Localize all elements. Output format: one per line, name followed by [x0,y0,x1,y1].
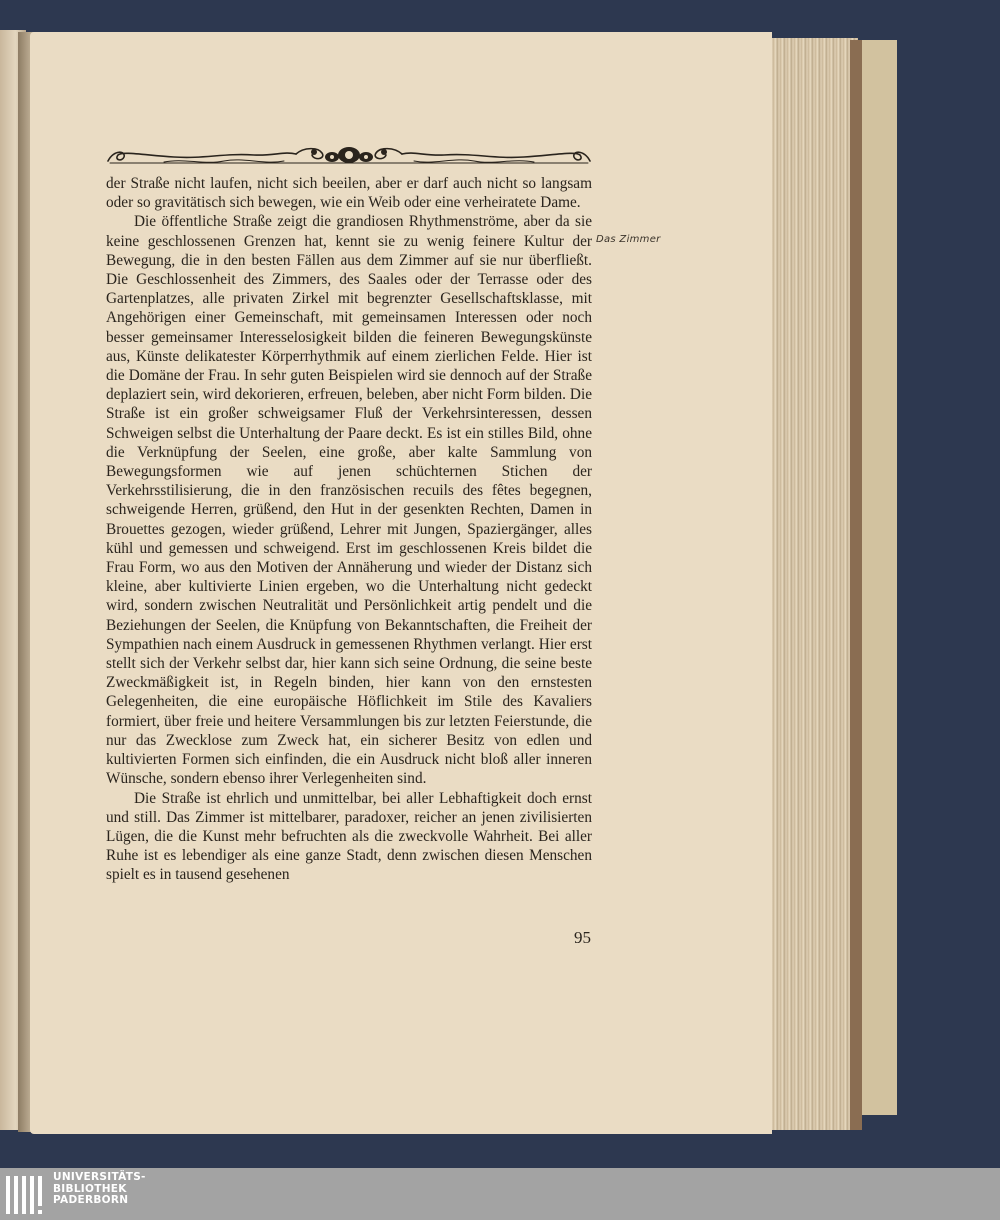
logo-line: BIBLIOTHEK [53,1182,127,1195]
logo-line: UNIVERSITÄTS- [53,1171,146,1183]
body-text [106,174,592,885]
library-logo-text [53,1172,146,1207]
page-edges-shadow [850,40,862,1130]
library-footer-bar [0,1168,1000,1220]
paragraph-strasse-zimmer: Die öffentliche Straße zeigt die grandiosen Rhythmenströme, aber da sie keine geschlossenen Grenzen hat, kennt sie zu wenig feinere Kultur der Bewegung, die in den besten Fällen aus dem Zimmer auf sie nur überfließt. Die Geschlossenheit des Zimmers, des Saales oder der Terrasse oder des Gartenplatzes, alle privaten Zirkel mit begrenzter Gesellschaftsklasse, mit Angehörigen einer Gemeinschaft, mit gemeinsamen Interessen oder noch besser gemeinsamer Interesselosigkeit bilden die feineren Bewegungskünste aus, Künste delikatester Körperrhythmik auf einem zierlichen Felde. Hier ist die Domäne der Frau. In sehr guten Beispielen wird sie dennoch auf der Straße deplaziert sein, wird dekorieren, erfreuen, beleben, aber nicht Form bilden. Die Straße ist ein großer schweigsamer Fluß der Verkehrsinteressen, dessen Schweigen selbst die Unterhaltung der Paare deckt. Es ist ein stilles Bild, ohne die Verknüpfung der Seelen, eine große, aber kalte Sammlung von Bewegungsformen wie auf jenen schüchternen Stichen der Verkehrsstilisierung, die in den französischen recuils des fêtes begegnen, schweigende Herren, grüßend, den Hut in der gesenkten Rechten, Damen in Brouettes gezogen, wieder grüßend, Lehrer mit Jungen, Spaziergänger, alles kühl und gemessen und schweigend. Erst im geschlossenen Kreis bildet die Frau Form, wo aus den Motiven der Annäherung und wieder der Distanz sich kleine, aber kultivierte Linien ergeben, wo die Unterhaltung nicht gedeckt wird, sondern zwischen Neutralität und Persönlichkeit artig pendelt und die Beziehungen der Seelen, die Knüpfung von Bekanntschaften, die Freiheit der Sympathien nach einem Ausdruck in gemessenen Rhythmen verlangt. Hier erst stellt sich der Verkehr selbst dar, hier kann sich seine Ordnung, die seine beste Zweckmäßigkeit ist, in Regeln binden, hier kann von den ernstesten Gelegenheiten, die eine europäische Höflichkeit im Stile des Kavaliers formiert, über freie und heitere Versammlungen bis zur letzten Feierstunde, die nur das Zwecklose zum Zweck hat, ein sicherer Besitz von edlen und kultivierten Formen sich einfinden, die ein Ausdruck nicht bloß aller inneren Wünsche, sondern ebenso ihrer Verlegenheiten sind. [106,213,592,788]
paragraph-strasse-ehrlich: Die Straße ist ehrlich und unmittelbar, bei aller Lebhaftigkeit doch ernst und still. Das Zimmer ist mittelbarer, paradoxer, reicher an jenen zivilisierten Lügen, die die Kunst mehr befruchten als die zweckvolle Wahrheit. Bei aller Ruhe ist es lebendiger als eine ganze Stadt, denn zwischen diesen Menschen spielt es in tausend gesehenen [106,789,592,884]
paragraph-continuation: der Straße nicht laufen, nicht sich beeilen, aber er darf auch nicht so langsam oder so gravitätisch sich bewegen, wie ein Weib oder eine verheiratete Dame. [106,175,592,212]
page-edges [760,38,858,1130]
logo-line: PADERBORN [53,1194,129,1206]
ornament-header [104,143,594,169]
library-logo-icon [6,1174,48,1216]
marginal-note: Das Zimmer [596,234,661,245]
page-number: 95 [574,928,591,947]
